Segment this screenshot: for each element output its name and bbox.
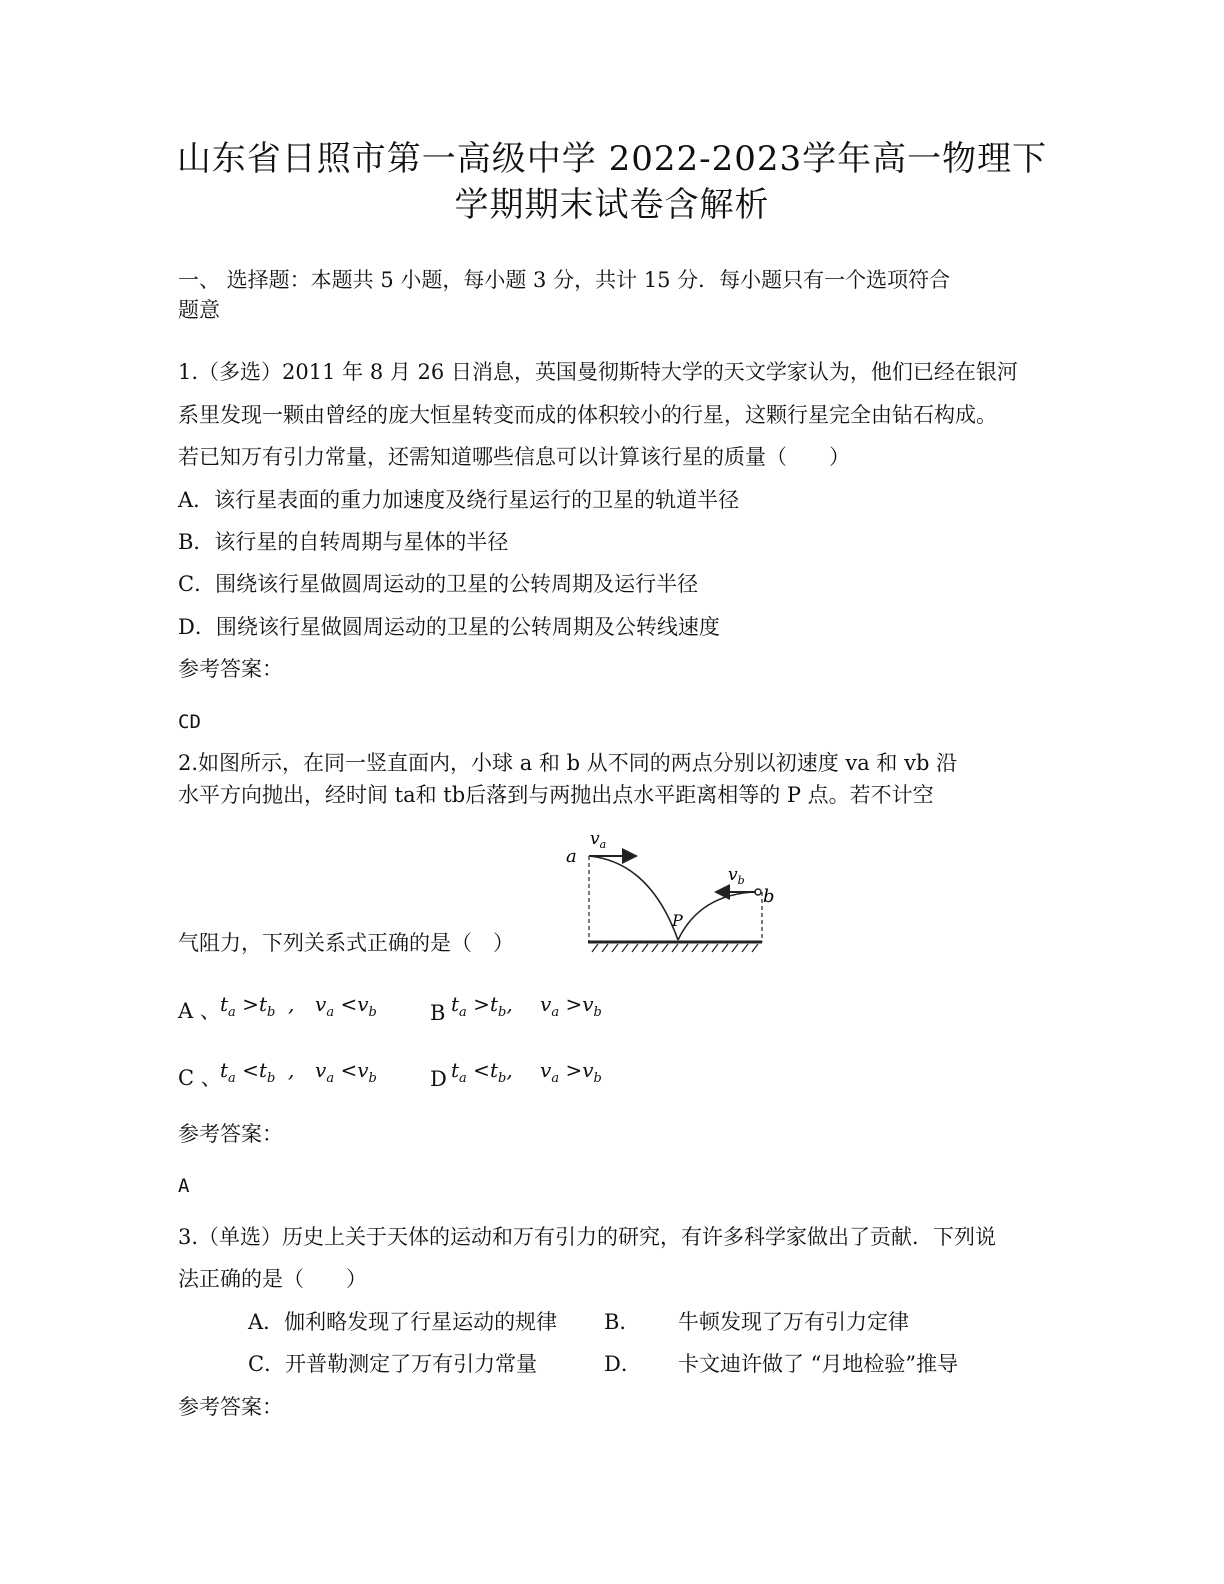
q2-stem-line-1: 2.如图所示，在同一竖直面内，小球 a 和 b 从不同的两点分别以初速度 va 和 vb 沿	[178, 751, 958, 775]
label-b: b	[763, 886, 775, 907]
label-a: a	[566, 846, 577, 867]
trajectory-a	[589, 856, 678, 940]
q3-option-c: C．开普勒测定了万有引力常量	[248, 1352, 538, 1376]
trajectory-b	[678, 892, 756, 940]
q1-option-c: C．围绕该行星做圆周运动的卫星的公转周期及运行半径	[178, 572, 699, 596]
q1-option-b: B．该行星的自转周期与星体的半径	[178, 530, 509, 554]
q2-option-c-time-relation: $t_a <t_b$ ,	[220, 1058, 295, 1086]
q2-option-d-velocity-relation: $v_a >v_b$	[540, 1058, 602, 1086]
q2-option-b-velocity-relation: $v_a >v_b$	[540, 992, 602, 1020]
ground-line	[588, 942, 762, 952]
q1-answer: CD	[178, 711, 201, 733]
q3-option-d-text: 卡文迪许做了 “月地检验”推导	[678, 1352, 959, 1376]
q2-option-a-velocity-relation: $v_a <v_b$	[315, 992, 377, 1020]
q1-stem-line-2: 系里发现一颗由曾经的庞大恒星转变而成的体积较小的行星，这颗行星完全由钻石构成。	[178, 403, 997, 427]
section-heading-line-2: 题意	[178, 298, 220, 322]
q2-option-a-prefix: A 、	[178, 999, 221, 1023]
q3-option-a: A．伽利略发现了行星运动的规律	[248, 1310, 558, 1334]
q1-option-a: A．该行星表面的重力加速度及绕行星运行的卫星的轨道半径	[178, 488, 740, 512]
q2-stem-line-2: 水平方向抛出，经时间 ta和 tb后落到与两抛出点水平距离相等的 P 点。若不计空	[178, 783, 934, 807]
q3-option-b-text: 牛顿发现了万有引力定律	[678, 1310, 909, 1334]
q3-answer-label: 参考答案：	[178, 1395, 283, 1419]
label-p: P	[672, 911, 683, 930]
q2-answer: A	[178, 1175, 190, 1197]
label-vb: $v_b$	[728, 865, 745, 887]
q1-stem-line-1: 1.（多选）2011 年 8 月 26 日消息，英国曼彻斯特大学的天文学家认为，他们已经在银河	[178, 360, 1018, 384]
section-heading-line-1: 一、 选择题：本题共 5 小题，每小题 3 分，共计 15 分．每小题只有一个选项符合	[178, 268, 951, 292]
q2-option-b-time-relation: $t_a >t_b$,	[451, 992, 513, 1020]
q3-option-b-label: B．	[604, 1310, 641, 1334]
q3-option-d-label: D．	[604, 1352, 642, 1376]
q2-option-c-velocity-relation: $v_a <v_b$	[315, 1058, 377, 1086]
q3-stem-line-1: 3.（单选）历史上关于天体的运动和万有引力的研究，有许多科学家做出了贡献．下列说	[178, 1225, 997, 1249]
q2-option-d-time-relation: $t_a <t_b$,	[451, 1058, 513, 1086]
page-title-line-1: 山东省日照市第一高级中学 2022-2023学年高一物理下	[176, 139, 1048, 179]
label-va: $v_a$	[590, 829, 607, 851]
q2-option-d-prefix: D	[430, 1067, 447, 1091]
q3-stem-line-2: 法正确的是（ ）	[178, 1267, 367, 1291]
q2-answer-label: 参考答案：	[178, 1122, 283, 1146]
q2-option-c-prefix: C 、	[178, 1066, 222, 1090]
q2-option-b-prefix: B	[430, 1001, 446, 1025]
q1-answer-label: 参考答案：	[178, 657, 283, 681]
q2-option-a-time-relation: $t_a >t_b$ ,	[220, 992, 295, 1020]
q1-stem-line-3: 若已知万有引力常量，还需知道哪些信息可以计算该行星的质量（ ）	[178, 445, 850, 469]
projectile-diagram	[560, 822, 780, 954]
q2-stem-line-3: 气阻力，下列关系式正确的是（ ）	[178, 931, 514, 955]
q1-option-d: D．围绕该行星做圆周运动的卫星的公转周期及公转线速度	[178, 615, 720, 639]
page-title-line-2: 学期期末试卷含解析	[454, 185, 770, 225]
